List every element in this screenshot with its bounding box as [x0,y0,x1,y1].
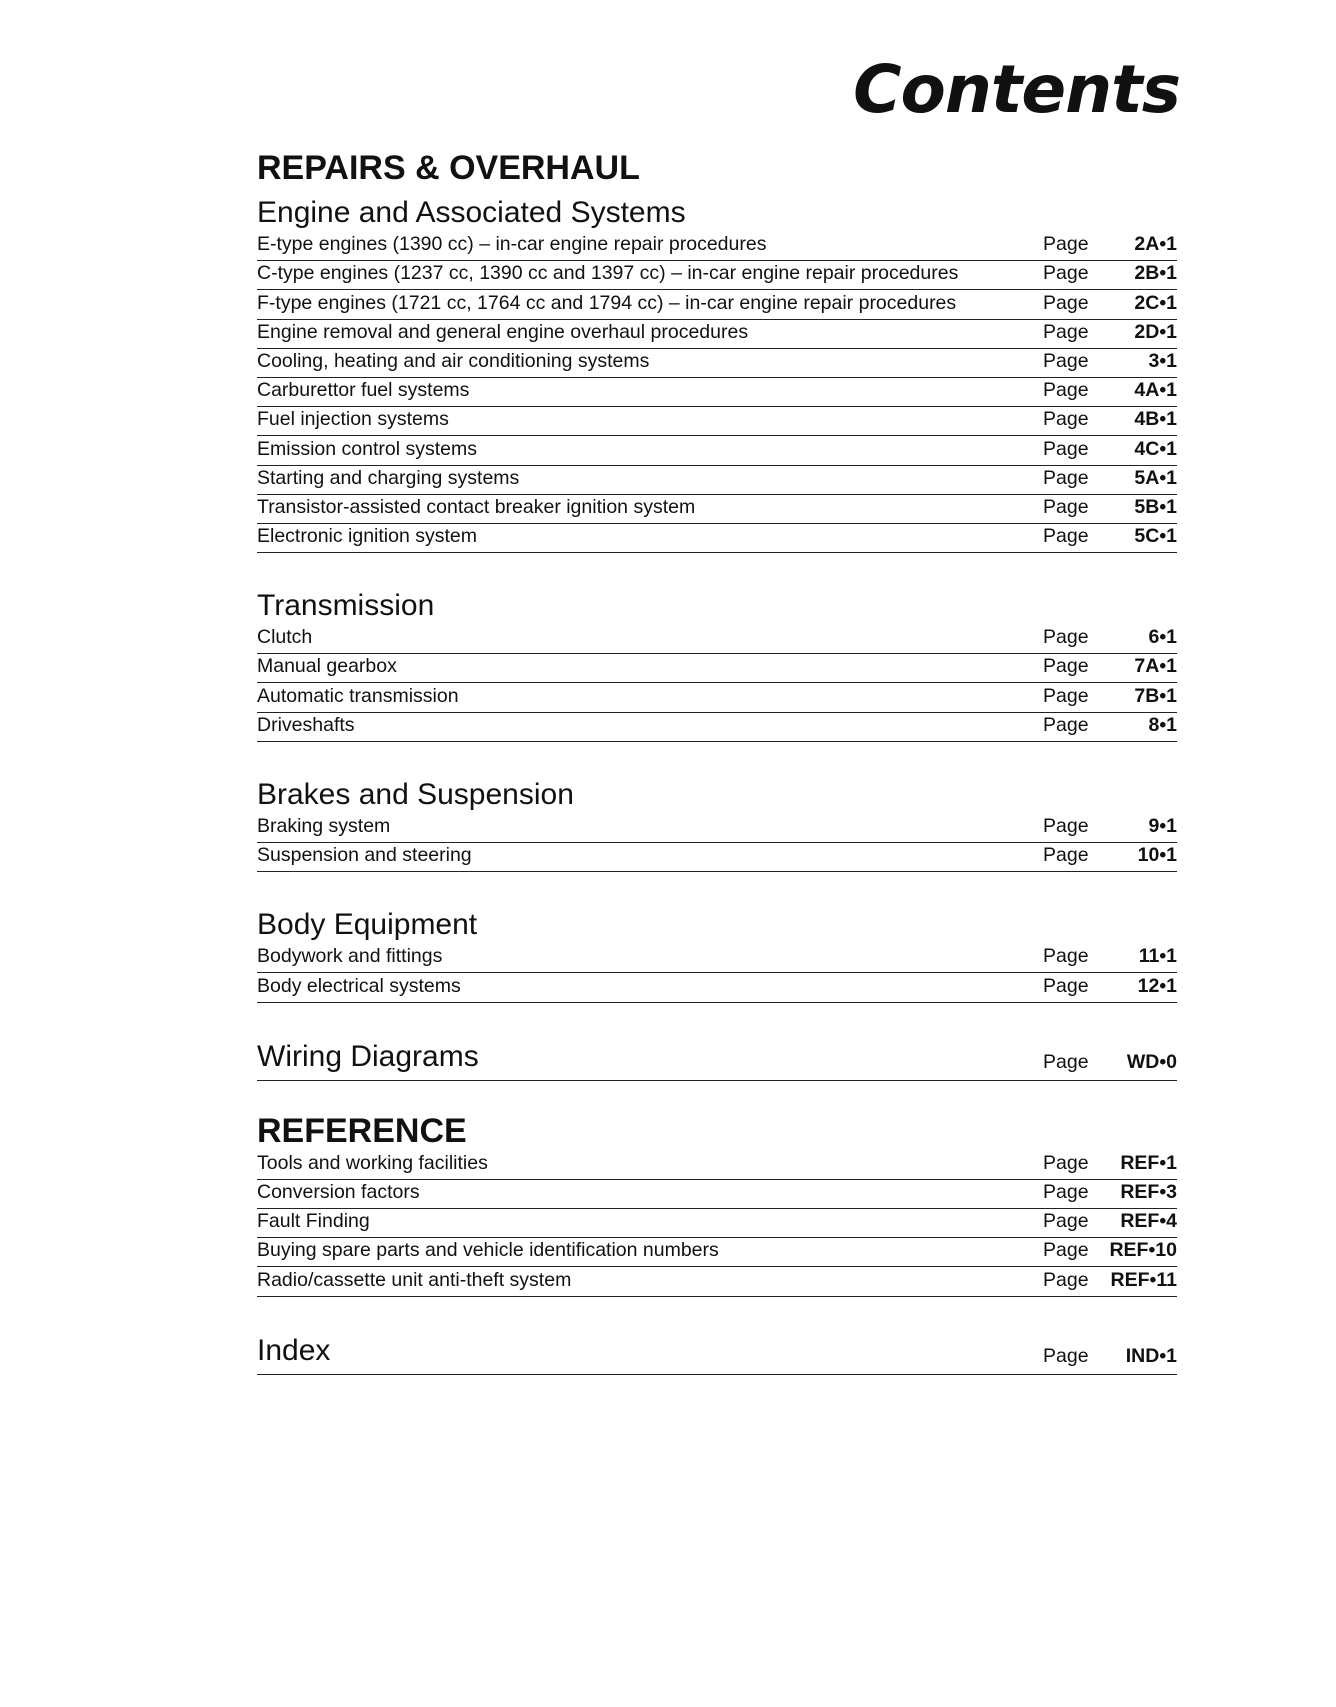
page-number: 10•1 [1137,844,1177,867]
toc-row[interactable] [257,683,1177,712]
page-word: Page [1043,626,1089,649]
section-body [257,906,1177,1002]
section-heading: Body Equipment [257,908,478,942]
page-number: REF•3 [1120,1180,1177,1203]
page-number: IND•1 [1125,1344,1177,1367]
toc-row[interactable] [257,436,1177,465]
page-word: Page [1043,262,1089,285]
toc-label: Buying spare parts and vehicle identification numbers [257,1239,719,1262]
page-number: 6•1 [1148,626,1177,649]
page-word: Page [1043,1050,1089,1073]
page-word: Page [1043,525,1089,548]
toc-label: Manual gearbox [257,655,397,678]
part-heading-repairs: REPAIRS & OVERHAUL [257,149,640,187]
page-word: Page [1043,1210,1089,1233]
page-word: Page [1043,815,1089,837]
toc-row[interactable] [257,973,1177,1002]
page-word: Page [1043,713,1089,736]
page-word: Page [1043,320,1089,343]
toc-label: Suspension and steering [257,844,472,867]
page-word: Page [1043,1239,1089,1262]
page-number: 2A•1 [1134,233,1177,256]
page-number: 2C•1 [1134,291,1177,314]
toc-row[interactable] [257,407,1177,436]
page-word: Page [1043,495,1089,518]
toc-label: Engine removal and general engine overhaul procedures [257,320,749,343]
page-number: 8•1 [1148,713,1177,736]
toc-row[interactable] [257,320,1177,349]
toc-row[interactable] [257,261,1177,290]
page-number: REF•1 [1120,1151,1177,1174]
toc-label: Clutch [257,626,313,649]
toc-label: Starting and charging systems [257,466,520,489]
page-word: Page [1043,655,1089,678]
section-heading: Wiring Diagrams [257,1039,479,1073]
page-word: Page [1043,1344,1089,1367]
toc-label: E-type engines (1390 cc) – in-car engine repair procedures [257,233,767,256]
page-number: 7B•1 [1134,684,1177,707]
section-brakes [257,776,1177,872]
page-number: 7A•1 [1134,655,1177,678]
toc-row[interactable] [257,232,1177,261]
page-number: REF•10 [1109,1239,1177,1262]
page-word: Page [1043,379,1089,402]
page-word: Page [1043,466,1089,489]
page-number: 4C•1 [1134,437,1177,460]
toc-label: Transistor-assisted contact breaker ignition system [257,495,696,518]
page-number: 9•1 [1148,815,1177,837]
page-number: 4A•1 [1134,379,1177,402]
toc-row[interactable] [257,1238,1177,1267]
toc-label: Tools and working facilities [257,1151,488,1174]
section-reference [257,1151,1177,1297]
page-number: 11•1 [1138,945,1177,968]
toc-row[interactable] [257,378,1177,407]
toc-label: Fuel injection systems [257,408,449,431]
page-number: 12•1 [1137,974,1177,997]
section-heading: Engine and Associated Systems [257,196,686,229]
page-word: Page [1043,1180,1089,1203]
toc-row[interactable] [257,524,1177,553]
toc-row[interactable] [257,1180,1177,1209]
toc-row[interactable] [257,843,1177,872]
page-word: Page [1043,437,1089,460]
page-word: Page [1043,1151,1089,1174]
page-word: Page [1043,1268,1089,1291]
page-number: 2D•1 [1134,320,1177,343]
page-number: 5C•1 [1134,525,1177,548]
toc-label: Braking system [257,815,391,837]
toc-label: Fault Finding [257,1210,370,1233]
toc-label: Cooling, heating and air conditioning systems [257,349,650,372]
toc-label: F-type engines (1721 cc, 1764 cc and 1794 cc) – in-car engine repair procedures [257,291,957,314]
contents-page [257,50,1180,1375]
toc-row[interactable] [257,654,1177,683]
toc-label: Emission control systems [257,437,477,460]
page-number: REF•11 [1110,1268,1177,1291]
toc-label: Carburettor fuel systems [257,379,470,402]
page-word: Page [1043,291,1089,314]
section-heading: Brakes and Suspension [257,777,574,811]
toc-row[interactable] [257,625,1177,654]
part-heading-reference: REFERENCE [257,1111,467,1150]
section-heading: Index [257,1333,331,1367]
page-number: REF•4 [1120,1210,1177,1233]
section-heading: Transmission [257,589,435,623]
toc-row[interactable] [257,495,1177,524]
toc-row[interactable] [257,1151,1177,1180]
page-word: Page [1043,974,1089,997]
toc-label: Conversion factors [257,1180,420,1203]
toc-row[interactable] [257,290,1177,319]
toc-label: Automatic transmission [257,684,459,707]
section-transmission [257,587,1177,742]
toc-row-wiring-diagrams[interactable] [257,1037,1177,1081]
section-engine [257,194,1177,553]
page-number: WD•0 [1126,1050,1177,1073]
toc-label: Driveshafts [257,713,355,736]
page-number: 5A•1 [1134,466,1177,489]
toc-row[interactable] [257,349,1177,378]
toc-row[interactable] [257,713,1177,742]
toc-row[interactable] [257,466,1177,495]
toc-row[interactable] [257,1267,1177,1296]
page-number: 3•1 [1148,349,1177,372]
page-word: Page [1043,233,1089,256]
page-number: 4B•1 [1134,408,1177,431]
toc-label: Radio/cassette unit anti-theft system [257,1268,572,1291]
page-number: 5B•1 [1134,495,1177,518]
toc-row[interactable] [257,944,1177,973]
toc-row[interactable] [257,814,1177,843]
page-word: Page [1043,945,1089,968]
toc-row-index[interactable] [257,1331,1177,1375]
toc-row[interactable] [257,1209,1177,1238]
toc-label: Bodywork and fittings [257,945,443,968]
toc-label: Body electrical systems [257,974,461,997]
page-word: Page [1043,349,1089,372]
page-title: Contents [853,51,1180,128]
toc-label: C-type engines (1237 cc, 1390 cc and 1397 cc) – in-car engine repair procedures [257,262,959,285]
page-word: Page [1043,684,1089,707]
page-word: Page [1043,844,1089,867]
page-number: 2B•1 [1134,262,1177,285]
page-word: Page [1043,408,1089,431]
toc-label: Electronic ignition system [257,525,478,548]
